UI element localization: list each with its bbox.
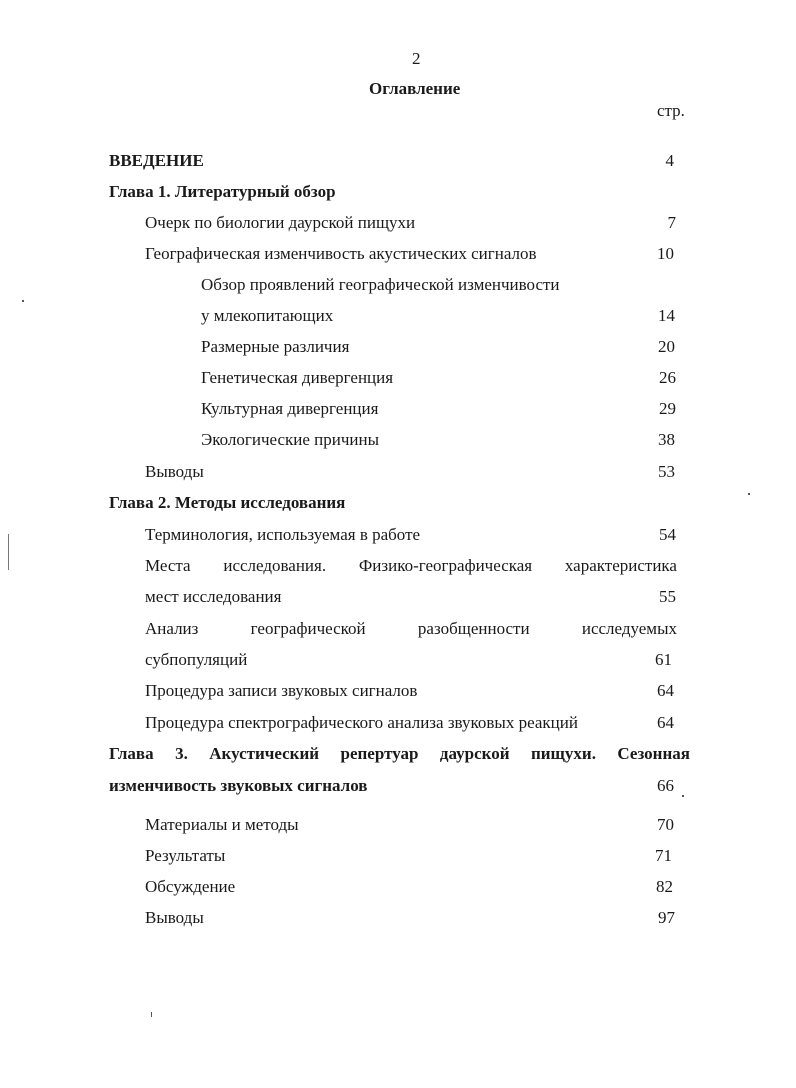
toc-word: Глава <box>109 744 154 763</box>
toc-chapter-heading: изменчивость звуковых сигналов <box>109 776 368 795</box>
toc-entry-text: Географическая изменчивость акустических сигналов <box>145 244 537 263</box>
scan-artifact-dot <box>748 493 750 495</box>
toc-word: 3. <box>175 744 188 763</box>
toc-entry-text: Терминология, используемая в работе <box>145 525 421 544</box>
toc-entry-text: Обзор проявлений географической изменчивости <box>201 275 560 294</box>
toc-entry-justified <box>145 620 677 637</box>
toc-entry-page: 55 <box>659 587 676 606</box>
toc-word: Акустический <box>209 744 320 763</box>
toc-entry-text: Результаты <box>145 846 226 865</box>
toc-entry-page: 10 <box>657 244 674 263</box>
toc-word: Физико-географическая <box>358 556 533 575</box>
toc-entry-page: 26 <box>659 368 676 387</box>
scan-artifact-dot <box>151 1012 152 1017</box>
toc-entry-text: Обсуждение <box>145 877 236 896</box>
toc-entry-text: ВВЕДЕНИЕ <box>109 151 204 170</box>
toc-entry-text: Выводы <box>145 908 204 927</box>
toc-chapter-heading: Глава 1. Литературный обзор <box>109 182 336 201</box>
toc-entry-page: 70 <box>657 815 674 834</box>
toc-entry-page: 7 <box>667 213 676 232</box>
toc-entry-text: мест исследования <box>145 587 282 606</box>
toc-chapter-heading: Глава 2. Методы исследования <box>109 493 346 512</box>
toc-word: даурской <box>439 744 510 763</box>
toc-entry-text: Размерные различия <box>201 337 350 356</box>
toc-word: характеристика <box>564 556 677 575</box>
toc-entry-page: 54 <box>659 525 676 544</box>
toc-word: исследуемых <box>581 619 677 638</box>
toc-chapter-justified <box>109 745 690 762</box>
toc-word: пищухи. <box>530 744 596 763</box>
toc-entry-text: Очерк по биологии даурской пищухи <box>145 213 416 232</box>
scan-artifact-dot <box>682 795 684 797</box>
toc-entry-page: 64 <box>657 681 674 700</box>
toc-word: географической <box>250 619 366 638</box>
toc-entry-text: Генетическая дивергенция <box>201 368 394 387</box>
toc-entry-text: Процедура записи звуковых сигналов <box>145 681 418 700</box>
scan-artifact-dot <box>22 300 24 302</box>
toc-entry-page: 97 <box>658 908 675 927</box>
page-number: 2 <box>412 49 421 68</box>
toc-entry-justified <box>145 557 677 574</box>
toc-entry-page: 53 <box>658 462 675 481</box>
toc-entry-page: 61 <box>655 650 672 669</box>
toc-entry-page: 38 <box>658 430 675 449</box>
toc-entry-page: 20 <box>658 337 675 356</box>
toc-entry-page: 4 <box>665 151 674 170</box>
toc-word: исследования. <box>223 556 327 575</box>
toc-word: репертуар <box>340 744 419 763</box>
toc-entry-text: Экологические причины <box>201 430 380 449</box>
toc-entry-text: субпопуляций <box>145 650 248 669</box>
toc-word: Анализ <box>145 619 199 638</box>
toc-word: Места <box>145 556 191 575</box>
toc-entry-text: Процедура спектрографического анализа звуковых реакций <box>145 713 578 732</box>
toc-entry-page: 64 <box>657 713 674 732</box>
page-column-label: стр. <box>657 101 685 120</box>
toc-entry-text: Выводы <box>145 462 204 481</box>
toc-entry-text: Культурная дивергенция <box>201 399 379 418</box>
toc-entry-page: 71 <box>655 846 672 865</box>
toc-entry-page: 29 <box>659 399 676 418</box>
toc-word: Сезонная <box>617 744 690 763</box>
toc-title: Оглавление <box>369 79 461 98</box>
toc-entry-page: 14 <box>658 306 675 325</box>
toc-word: разобщенности <box>417 619 530 638</box>
toc-entry-text: у млекопитающих <box>201 306 334 325</box>
scan-artifact-line <box>8 534 9 570</box>
toc-entry-text: Материалы и методы <box>145 815 299 834</box>
toc-entry-page: 66 <box>657 776 674 795</box>
toc-entry-page: 82 <box>656 877 673 896</box>
